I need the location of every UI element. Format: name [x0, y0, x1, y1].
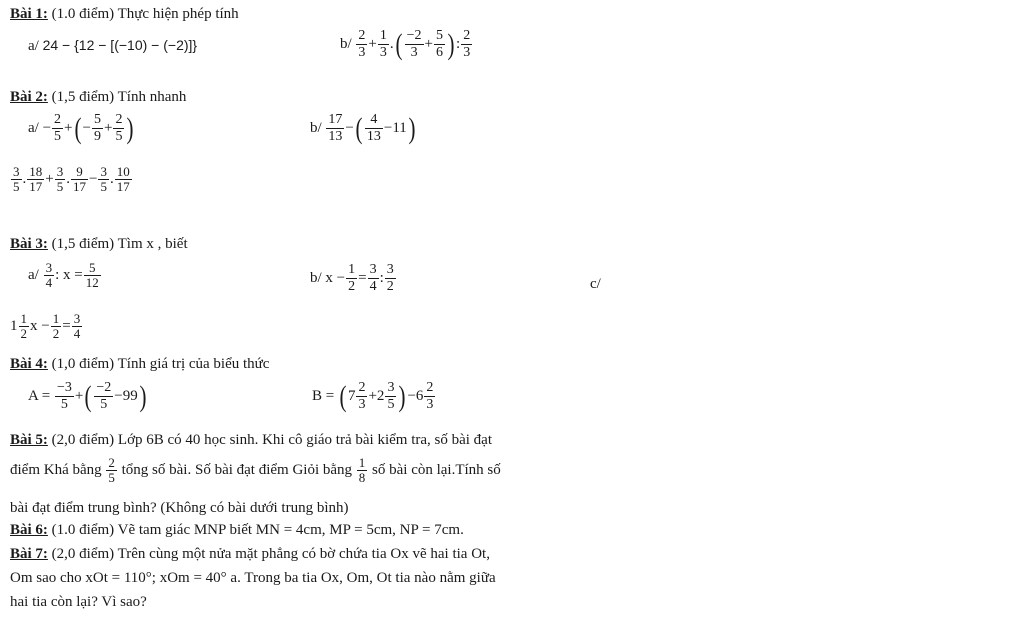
- b3-b-label: b/: [310, 269, 322, 286]
- b5-text-2b: tổng số bài. Số bài đạt điểm Giỏi bằng: [121, 461, 353, 478]
- b2-a-label: a/: [28, 119, 39, 136]
- b1-number: Bài 1:: [10, 6, 48, 22]
- b6-text: (1.0 điểm) Vẽ tam giác MNP biết MN = 4cm, MP = 5cm, NP = 7cm.: [51, 522, 464, 538]
- b3-title: (1,5 điểm) Tìm x , biết: [51, 236, 188, 252]
- b5-text-1: (2,0 điểm) Lớp 6B có 40 học sinh. Khi cô giáo trả bài kiểm tra, số bài đạt: [51, 432, 493, 448]
- b4-B-label: B =: [312, 387, 335, 404]
- b1-heading: [10, 6, 239, 23]
- b2-b-eleven: 11: [392, 119, 407, 136]
- b3-number: Bài 3:: [10, 236, 48, 252]
- b4-B: B = ( 7 $\frac{2}{3}$ +2 $\frac{3}{5}$ ) −6 $\frac{2}{3}$: [312, 379, 434, 413]
- b2-b-label: b/: [310, 119, 322, 136]
- b5-text-2a: điểm Khá bằng: [10, 461, 102, 478]
- b7-line2: Om sao cho xOt = 110°; xOm = 40° a. Trong ba tia Ox, Om, Ot tia nào nằm giữa: [10, 570, 496, 586]
- b3-b: b/ x − $\frac{1}{2}$ = $\frac{3}{4}$ : $\frac{3}{2}$: [310, 262, 394, 294]
- b4-A: A = $\frac{-3}{5}$ +( $\frac{-2}{5}$ −99): [28, 379, 147, 413]
- b5-line3: bài đạt điểm trung bình? (Không có bài dưới trung bình): [10, 500, 349, 516]
- b1-title: (1.0 điểm) Thực hiện phép tính: [51, 6, 239, 22]
- b4-A-label: A =: [28, 387, 51, 404]
- b7-text-1: (2,0 điểm) Trên cùng một nửa mặt phẳng có bờ chứa tia Ox vẽ hai tia Ot,: [51, 546, 490, 562]
- b7-line1: [10, 546, 490, 563]
- b3-heading: [10, 236, 188, 253]
- b3-a: a/ $\frac{3}{4}$ : x = $\frac{5}{12}$: [28, 260, 99, 290]
- b7-number: Bài 7:: [10, 546, 48, 562]
- b7-line3: hai tia còn lại? Vì sao?: [10, 594, 147, 610]
- b6-line: [10, 522, 464, 539]
- b3-c: 1 $\frac{1}{2}$ x − $\frac{1}{2}$ = $\frac{3}{4}$: [10, 311, 81, 341]
- b1-b: b/ $\frac{2}{3}$ + $\frac{1}{3}$ .( $\frac{-2}{3}$ + $\frac{5}{6}$ ) : $\frac{2}{3}$: [340, 27, 471, 61]
- b5-line1: [10, 432, 492, 449]
- b2-number: Bài 2:: [10, 89, 48, 105]
- b4-heading: [10, 356, 269, 373]
- b1-b-label: b/: [340, 35, 352, 52]
- b2-a: a/ − $\frac{2}{5}$ +( − $\frac{5}{9}$ + $\frac{2}{5}$ ): [28, 111, 134, 145]
- b4-title: (1,0 điểm) Tính giá trị của biểu thức: [51, 356, 270, 372]
- b3-a-label: a/: [28, 266, 39, 283]
- b2-c: $\frac{3}{5}$ . $\frac{18}{17}$ + $\frac{3}{5}$ . $\frac{9}{17}$ − $\frac{3}{5}$ . $\frac{10}{17}$: [13, 164, 130, 194]
- b1-a-expression: 24 − {12 − [(−10) − (−2)]}: [42, 37, 198, 53]
- b5-line2: điểm Khá bằng $\frac{2}{5}$ tổng số bài. Số bài đạt điểm Giỏi bằng $\frac{1}{8}$ số bài còn lại.Tính số: [10, 455, 501, 485]
- b2-title: (1,5 điểm) Tính nhanh: [51, 89, 187, 105]
- b1-a: [28, 37, 197, 55]
- b5-number: Bài 5:: [10, 432, 48, 448]
- b1-a-label: a/: [28, 38, 39, 54]
- b2-b: b/ $\frac{17}{13}$ −( $\frac{4}{13}$ −11): [310, 111, 416, 145]
- b2-heading: [10, 89, 186, 106]
- b4-ninety-nine: 99: [122, 387, 138, 404]
- b3-c-label: c/: [590, 276, 601, 292]
- b4-number: Bài 4:: [10, 356, 48, 372]
- b5-text-2c: số bài còn lại.Tính số: [372, 461, 501, 478]
- b6-number: Bài 6:: [10, 522, 48, 538]
